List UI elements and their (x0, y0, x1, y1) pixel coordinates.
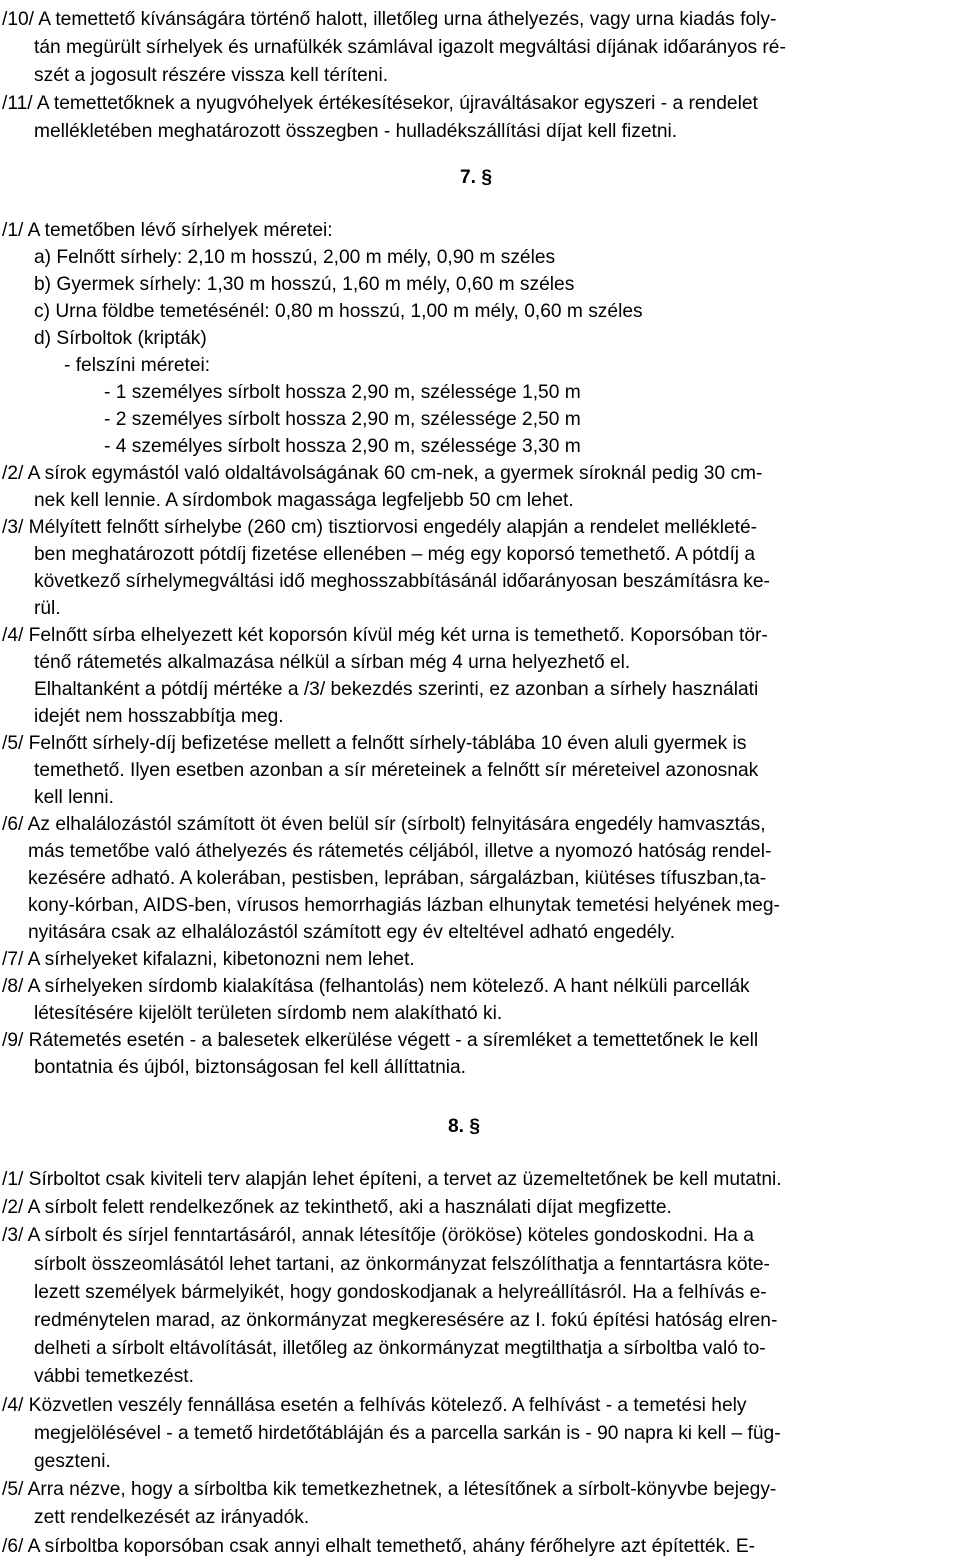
text-line: nyitására csak az elhalálozástól számított egy év elteltével adható engedély. (28, 922, 676, 943)
text-line: /3/ A sírbolt és sírjel fenntartásáról, annak létesítője (örököse) köteles gondoskodni. Ha a (2, 1225, 754, 1247)
text-line: redménytelen marad, az önkormányzat megkeresésére az I. fokú építési hatóság elren- (34, 1310, 778, 1331)
text-line: sírbolt összeomlásától lehet tartani, az önkormányzat felszólíthatja a fenntartásra köte- (34, 1253, 770, 1275)
text-line: más temetőbe való áthelyezés és rátemetés céljából, illetve a nyomozó hatóság rendel- (28, 841, 772, 862)
section-symbol: § (481, 167, 493, 188)
text-line: /10/ A temettető kívánságára történő halott, illetőleg urna áthelyezés, vagy urna kiadás foly- (2, 9, 777, 30)
text-line: /2/ A sírok egymástól való oldaltávolságának 60 cm-nek, a gyermek síroknál pedig 30 cm- (2, 463, 763, 484)
text-line: következő sírhelymegváltási idő meghosszabbításánál időarányosan beszámításra ke- (34, 571, 770, 592)
text-line: /11/ A temettetőknek a nyugvóhelyek értékesítésekor, újraváltásakor egyszeri - a rendelet (2, 93, 758, 115)
text-line: - felszíni méretei: (64, 355, 211, 376)
text-line: létesítésére kijelölt területen sírdomb nem alakítható ki. (34, 1003, 503, 1024)
text-line: tán megürült sírhelyek és urnafülkék számlával igazolt megváltási díjának időarányos ré- (34, 37, 786, 59)
text-line: nek kell lennie. A sírdombok magassága legfeljebb 50 cm lehet. (34, 490, 574, 511)
section-8-heading (448, 1113, 480, 1140)
text-line: geszteni. (34, 1451, 111, 1472)
text-line: szét a jogosult részére vissza kell téríteni. (34, 65, 389, 87)
text-line: - 4 személyes sírbolt hossza 2,90 m, szélessége 3,30 m (104, 436, 581, 457)
text-line: /6/ A sírboltba koporsóban csak annyi elhalt temethető, ahány férőhelyre azt építették. E- (2, 1535, 756, 1557)
text-line: kony-kórban, AIDS-ben, vírusos hemorrhagiás lázban elhunytak temetési helyének meg- (28, 895, 780, 916)
text-line: /5/ Felnőtt sírhely-díj befizetése mellett a felnőtt sírhely-táblába 10 éven aluli gyermek is (2, 733, 747, 754)
text-line: - 1 személyes sírbolt hossza 2,90 m, szélessége 1,50 m (104, 382, 581, 403)
text-line: megjelölésével - a temető hirdetőtábláján és a parcella sarkán is - 90 napra ki kell – füg- (34, 1422, 781, 1444)
text-line: /5/ Arra nézve, hogy a sírboltba kik temetkezhetnek, a létesítőnek a sírbolt-könyvbe bejegy- (2, 1479, 777, 1501)
text-line: kezésére adható. A kolerában, pestisben, leprában, sárgalázban, kiütéses tífuszban,ta- (28, 868, 767, 889)
text-line: /3/ Mélyített felnőtt sírhelybe (260 cm) tisztiorvosi engedély alapján a rendelet mellékleté- (2, 517, 758, 538)
text-line: rül. (34, 598, 61, 619)
section-7-heading (460, 164, 492, 191)
text-line: vábbi temetkezést. (34, 1366, 194, 1388)
text-line: /4/ Felnőtt sírba elhelyezett két koporsón kívül még két urna is temethető. Koporsóban tör- (2, 625, 768, 646)
text-line: /1/ Sírboltot csak kiviteli terv alapján lehet építeni, a tervet az üzemeltetőnek be kell mutatni. (2, 1169, 782, 1190)
text-line: kell lenni. (34, 787, 114, 808)
text-line: bontatnia és újból, biztonságosan fel kell állíttatnia. (34, 1057, 466, 1078)
text-line: temethető. Ilyen esetben azonban a sír méreteinek a felnőtt sír méreteivel azonosnak (34, 760, 759, 781)
text-line: d) Sírboltok (kripták) (34, 328, 207, 349)
text-line: /8/ A sírhelyeken sírdomb kialakítása (felhantolás) nem kötelező. A hant nélküli parcellák (2, 976, 750, 997)
text-line: lezett személyek bármelyikét, hogy gondoskodjanak a helyreállításról. Ha a felhívás e- (34, 1281, 767, 1303)
text-line: /7/ A sírhelyeket kifalazni, kibetonozni nem lehet. (2, 949, 415, 970)
text-line: b) Gyermek sírhely: 1,30 m hosszú, 1,60 m mély, 0,60 m széles (34, 274, 575, 295)
section-8-number: 8. (448, 1116, 465, 1137)
text-line: idejét nem hosszabbítja meg. (34, 706, 284, 727)
text-line: ben meghatározott pótdíj fizetése ellenében – még egy koporsó temethető. A pótdíj a (34, 544, 756, 565)
text-line: Elhaltanként a pótdíj mértéke a /3/ bekezdés szerinti, ez azonban a sírhely használati (34, 679, 759, 700)
text-line: mellékletében meghatározott összegben - hulladékszállítási díjat kell fizetni. (34, 121, 678, 143)
text-line: zett rendelkezését az irányadók. (34, 1507, 310, 1529)
text-line: /4/ Közvetlen veszély fennállása esetén a felhívás kötelező. A felhívást - a temetési hely (2, 1394, 747, 1416)
text-line: /2/ A sírbolt felett rendelkezőnek az tekinthető, aki a használati díjat megfizette. (2, 1197, 672, 1219)
text-line: ténő rátemetés alkalmazása nélkül a sírban még 4 urna helyezhető el. (34, 652, 631, 673)
text-line: c) Urna földbe temetésénél: 0,80 m hosszú, 1,00 m mély, 0,60 m széles (34, 301, 643, 322)
text-line: /1/ A temetőben lévő sírhelyek méretei: (2, 220, 333, 241)
text-line: /9/ Rátemetés esetén - a balesetek elkerülése végett - a síremléket a temettetőnek le kell (2, 1030, 759, 1051)
text-line: - 2 személyes sírbolt hossza 2,90 m, szélessége 2,50 m (104, 409, 581, 430)
text-line: /6/ Az elhalálozástól számított öt éven belül sír (sírbolt) felnyitására engedély hamvasztás, (2, 814, 766, 835)
section-7-number: 7. (460, 167, 477, 188)
text-line: delheti a sírbolt eltávolítását, illetőleg az önkormányzat megtilthatja a sírboltba való to- (34, 1338, 766, 1360)
text-line: a) Felnőtt sírhely: 2,10 m hosszú, 2,00 m mély, 0,90 m széles (34, 247, 556, 268)
section-symbol: § (469, 1116, 481, 1137)
